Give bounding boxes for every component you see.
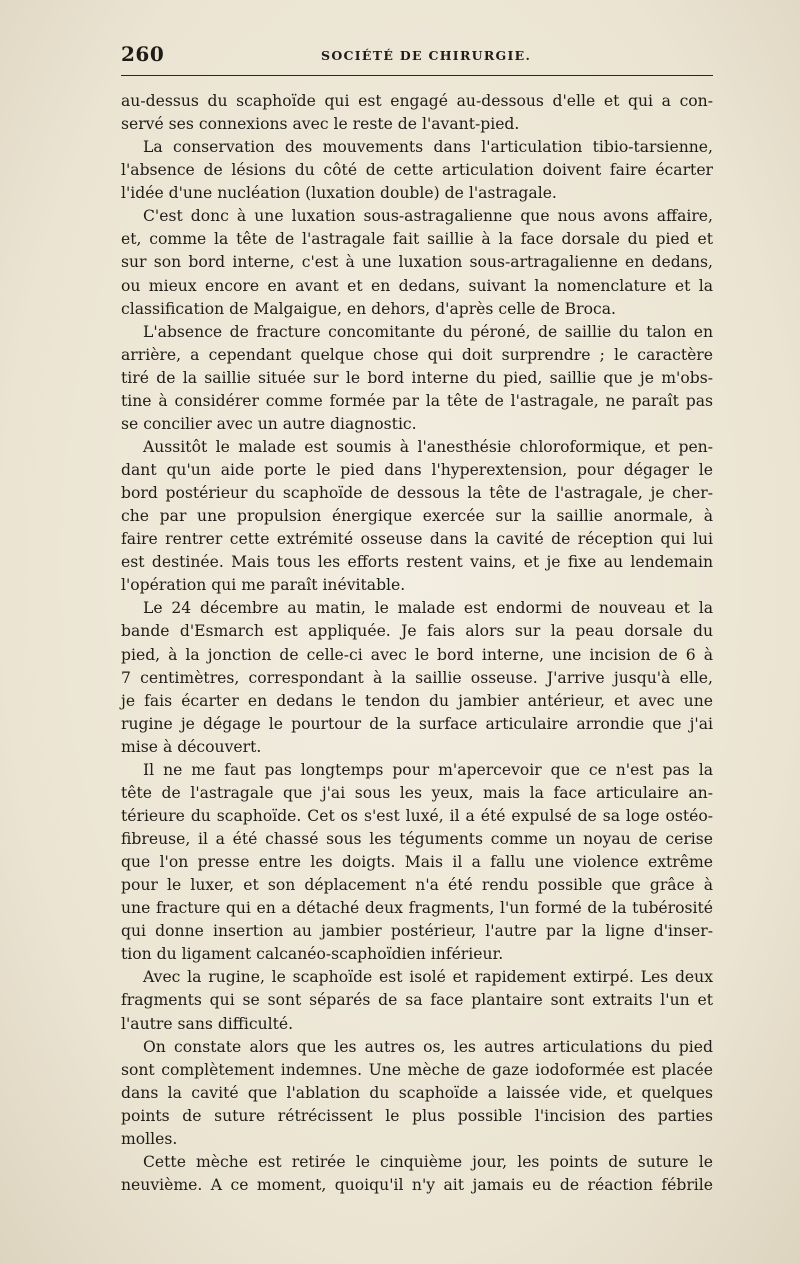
text-line: l'autre sans difficulté.	[121, 1014, 294, 1033]
text-line: qui donne insertion au jambier postérieur, l'autre par la ligne d'inser-	[121, 922, 713, 941]
paragraph	[121, 436, 713, 597]
page-header	[121, 42, 713, 72]
paragraph	[121, 136, 713, 205]
text-line: fragments qui se sont séparés de sa face plantaire sont extraits l'un et	[121, 991, 713, 1010]
text-line: tine à considérer comme formée par la tête de l'astragale, ne paraît pas	[121, 391, 713, 410]
text-line: pour le luxer, et son déplacement n'a été rendu possible que grâce à	[121, 876, 713, 895]
text-line: C'est donc à une luxation sous-astragalienne que nous avons affaire,	[143, 207, 713, 226]
text-line: est destinée. Mais tous les efforts restent vains, et je fixe au lendemain	[121, 553, 713, 572]
paragraph	[121, 597, 713, 758]
text-line: points de suture rétrécissent le plus possible l'incision des parties	[121, 1106, 713, 1125]
text-line: tête de l'astragale que j'ai sous les yeux, mais la face articulaire an-	[121, 783, 713, 802]
text-line: arrière, a cependant quelque chose qui doit surprendre ; le caractère	[121, 345, 713, 364]
text-line: et, comme la tête de l'astragale fait saillie à la face dorsale du pied et	[121, 230, 713, 249]
text-line: classification de Malgaigue, en dehors, d'après celle de Broca.	[121, 299, 616, 318]
paragraph	[121, 1036, 713, 1151]
text-line: fibreuse, il a été chassé sous les téguments comme un noyau de cerise	[121, 830, 713, 848]
text-line: une fracture qui en a détaché deux fragments, l'un formé de la tubérosité	[121, 899, 713, 918]
text-line: bande d'Esmarch est appliquée. Je fais alors sur la peau dorsale du	[121, 622, 713, 641]
paragraph	[121, 1151, 713, 1197]
text-line: rugine je dégage le pourtour de la surface articulaire arrondie que j'ai	[121, 714, 713, 733]
text-line: 7 centimètres, correspondant à la saillie osseuse. J'arrive jusqu'à elle,	[121, 668, 713, 687]
text-line: sont complètement indemnes. Une mèche de gaze iodoformée est placée	[121, 1060, 713, 1079]
text-line: bord postérieur du scaphoïde de dessous la tête de l'astragale, je cher-	[121, 484, 713, 503]
text-line: que l'on presse entre les doigts. Mais il a fallu une violence extrême	[121, 853, 713, 872]
text-line: Le 24 décembre au matin, le malade est endormi de nouveau et la	[143, 599, 713, 618]
text-line: faire rentrer cette extrémité osseuse dans la cavité de réception qui lui	[121, 530, 713, 549]
text-line: au-dessus du scaphoïde qui est engagé au-dessous d'elle et qui a con-	[121, 92, 713, 110]
text-line: servé ses connexions avec le reste de l'avant-pied.	[121, 115, 520, 134]
paragraph	[121, 759, 713, 967]
text-line: se concilier avec un autre diagnostic.	[121, 414, 417, 433]
text-line: che par une propulsion énergique exercée sur la saillie anormale, à	[121, 507, 713, 526]
paragraph	[121, 321, 713, 436]
text-line: Aussitôt le malade est soumis à l'anesthésie chloroformique, et pen-	[143, 437, 713, 456]
text-line: dant qu'un aide porte le pied dans l'hyperextension, pour dégager le	[121, 461, 713, 479]
text-line: La conservation des mouvements dans l'articulation tibio-tarsienne,	[143, 138, 713, 157]
page-number: 260	[121, 42, 165, 66]
paragraph	[121, 966, 713, 1035]
text-line: sur son bord interne, c'est à une luxation sous-artragalienne en dedans,	[121, 253, 713, 272]
running-title: SOCIÉTÉ DE CHIRURGIE.	[321, 48, 532, 63]
text-line: neuvième. A ce moment, quoiqu'il n'y ait jamais eu de réaction fébrile	[121, 1175, 713, 1194]
text-line: l'idée d'une nucléation (luxation double) de l'astragale.	[121, 184, 557, 203]
text-line: térieure du scaphoïde. Cet os s'est luxé, il a été expulsé de sa loge ostéo-	[121, 806, 713, 825]
text-line: mise à découvert.	[121, 737, 262, 756]
text-line: tiré de la saillie située sur le bord interne du pied, saillie que je m'obs-	[121, 368, 713, 387]
text-line: On constate alors que les autres os, les autres articulations du pied	[143, 1037, 713, 1056]
text-line: je fais écarter en dedans le tendon du jambier antérieur, et avec une	[121, 691, 713, 710]
body-text	[121, 90, 713, 1197]
text-line: ou mieux encore en avant et en dedans, suivant la nomenclature et la	[121, 276, 713, 295]
header-rule	[121, 75, 713, 76]
text-line: dans la cavité que l'ablation du scaphoïde a laissée vide, et quelques	[121, 1083, 713, 1102]
text-line: l'opération qui me paraît inévitable.	[121, 576, 406, 595]
text-line: tion du ligament calcanéo-scaphoïdien inférieur.	[121, 945, 504, 964]
text-line: pied, à la jonction de celle-ci avec le bord interne, une incision de 6 à	[121, 645, 713, 664]
text-line: Cette mèche est retirée le cinquième jour, les points de suture le	[143, 1152, 713, 1171]
text-line: l'absence de lésions du côté de cette articulation doivent faire écarter	[121, 161, 713, 180]
paragraph	[121, 205, 713, 320]
paragraph	[121, 90, 713, 136]
text-line: L'absence de fracture concomitante du péroné, de saillie du talon en	[143, 322, 713, 341]
text-line: Avec la rugine, le scaphoïde est isolé et rapidement extirpé. Les deux	[143, 968, 713, 987]
text-line: Il ne me faut pas longtemps pour m'apercevoir que ce n'est pas la	[143, 760, 713, 779]
text-line: molles.	[121, 1129, 178, 1148]
